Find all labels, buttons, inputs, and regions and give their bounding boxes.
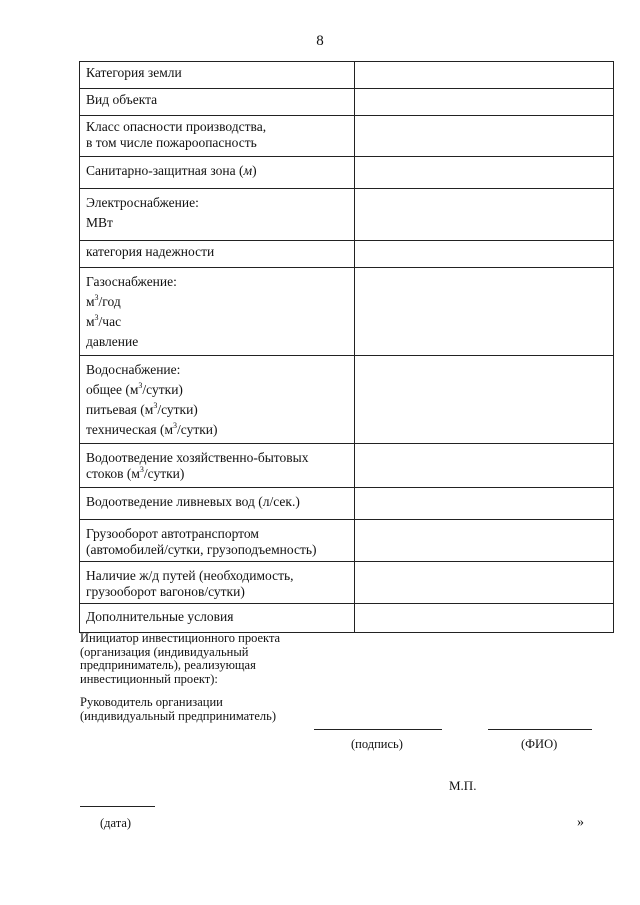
investment-form-table [79,61,614,633]
row-value-power-supply[interactable] [355,189,614,241]
sewage-units: стоков $(м^3/сутки)$ [86,464,185,481]
table-row [80,488,614,520]
row-label-power-supply: Электроснабжение: МВт [80,189,355,241]
table-row [80,604,614,633]
row-value-reliability[interactable] [355,241,614,268]
head-of-organization-label: Руководитель организации (индивидуальный предприниматель) [80,695,276,723]
sanitary-zone-text: Санитарно-защитная зона (м) [86,163,257,178]
row-value-sewage[interactable] [355,444,614,488]
table-row [80,562,614,604]
row-label-rail: Наличие ж/д путей (необходимость, грузооборот вагонов/сутки) [80,562,355,604]
closing-quote: » [577,815,584,830]
table-row [80,444,614,488]
row-label-hazard-class: Класс опасности производства, в том числе пожароопасность [80,116,355,157]
table-row [80,189,614,241]
row-label-land-category: Категория земли [80,62,355,89]
row-value-object-type[interactable] [355,89,614,116]
row-value-land-category[interactable] [355,62,614,89]
table-row [80,241,614,268]
table-row [80,116,614,157]
row-label-gas-supply: Газоснабжение: $м^3$/год $м^3$/час давление [80,268,355,356]
row-value-water-supply[interactable] [355,356,614,444]
water-drinking: питьевая $(м^3/сутки)$ [86,400,198,417]
signature-line[interactable] [314,729,442,730]
row-label-additional: Дополнительные условия [80,604,355,633]
row-label-sewage: Водоотведение хозяйственно-бытовых стоков $(м^3/сутки)$ [80,444,355,488]
initiator-label: Инициатор инвестиционного проекта (организация (индивидуальный предприниматель), реализующая инвестиционный проект): [80,631,281,686]
row-label-storm-drainage: Водоотведение ливневых вод (л/сек.) [80,488,355,520]
row-label-object-type: Вид объекта [80,89,355,116]
gas-per-year: $м^3$/год [86,292,121,309]
table-row [80,62,614,89]
table-row [80,157,614,189]
row-label-sanitary-zone [80,157,355,189]
row-value-gas-supply[interactable] [355,268,614,356]
row-value-sanitary-zone[interactable] [355,157,614,189]
row-value-storm-drainage[interactable] [355,488,614,520]
water-total: общее $(м^3/сутки)$ [86,380,183,397]
name-caption: (ФИО) [521,737,558,751]
date-line[interactable] [80,806,155,807]
table-row [80,268,614,356]
row-label-road-freight: Грузооборот автотранспортом (автомобилей/сутки, грузоподъемность) [80,520,355,562]
water-technical: техническая $(м^3/сутки)$ [86,420,218,437]
row-value-rail[interactable] [355,562,614,604]
date-caption: (дата) [100,816,132,830]
row-label-reliability: категория надежности [80,241,355,268]
table-row [80,520,614,562]
row-label-water-supply: Водоснабжение: общее $(м^3/сутки)$ питьевая $(м^3/сутки)$ техническая $(м^3/сутки)$ [80,356,355,444]
table-row [80,356,614,444]
row-value-road-freight[interactable] [355,520,614,562]
table-row [80,89,614,116]
signature-caption: (подпись) [351,737,403,751]
row-value-additional[interactable] [355,604,614,633]
name-line[interactable] [488,729,592,730]
gas-per-hour: $м^3$/час [86,312,122,329]
stamp-placeholder: М.П. [449,778,477,793]
row-value-hazard-class[interactable] [355,116,614,157]
page-number: 8 [316,33,324,49]
